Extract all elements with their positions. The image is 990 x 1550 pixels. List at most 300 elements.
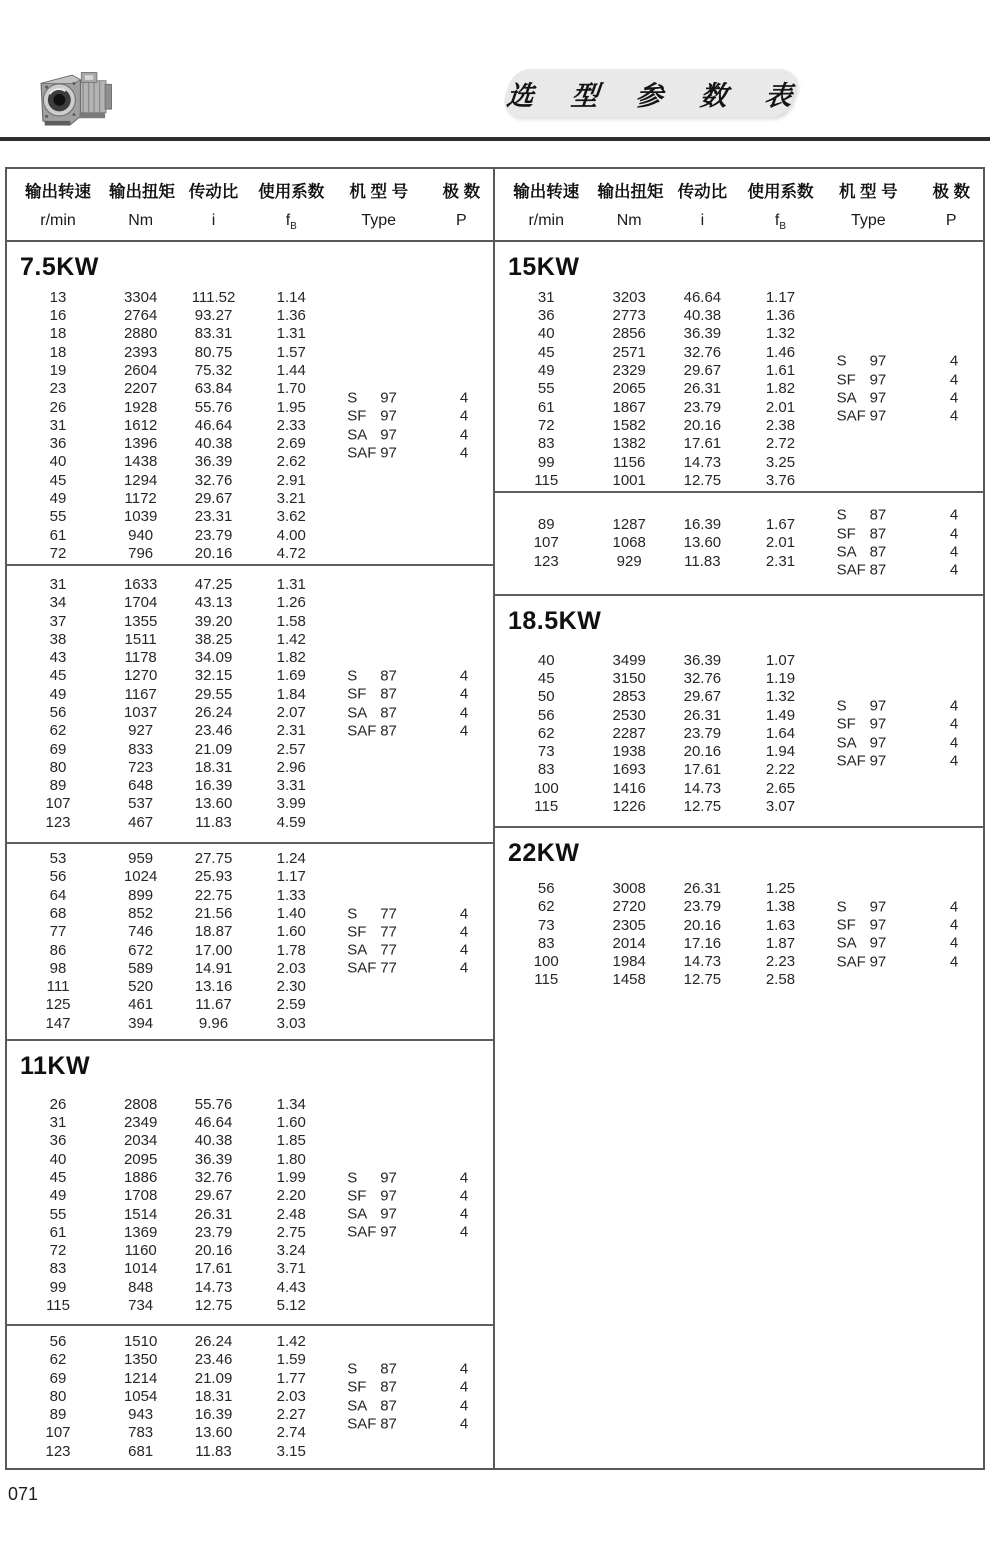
model-type-row — [347, 686, 493, 704]
table-row — [7, 289, 493, 307]
cell-value: 43.13 — [194, 594, 233, 612]
rows-wrap — [7, 576, 493, 832]
cell-value: 1.78 — [276, 941, 306, 959]
cell-value: 37 — [49, 612, 67, 630]
table-row — [7, 978, 493, 996]
table-row — [7, 1015, 493, 1033]
cell-value: 3.21 — [276, 490, 306, 508]
cell-value: 100 — [533, 953, 559, 971]
cell-value: 14.73 — [683, 953, 722, 971]
cell-value: 1693 — [612, 761, 646, 779]
gearmotor-logo-icon — [28, 56, 120, 142]
cell-value: 2.75 — [276, 1223, 306, 1241]
model-size: 97 — [869, 733, 887, 751]
model-type-row — [347, 389, 493, 407]
rows-wrap — [495, 652, 983, 817]
cell-value: 3.71 — [276, 1260, 306, 1278]
cell-value: 62 — [49, 722, 67, 740]
cell-value: 2720 — [612, 898, 646, 916]
table-row — [495, 289, 983, 307]
model-prefix: SA — [347, 1396, 368, 1414]
cell-value: 1294 — [123, 471, 158, 489]
cell-value: 2.38 — [765, 416, 796, 434]
table-row — [7, 613, 493, 631]
cell-value: 20.16 — [194, 544, 233, 562]
cell-value: 73 — [537, 916, 555, 934]
cell-value: 18.87 — [194, 923, 233, 941]
cell-value: 1.49 — [765, 706, 796, 724]
cell-value: 27.75 — [194, 850, 233, 868]
cell-value: 55 — [49, 1205, 67, 1223]
model-type-row — [347, 426, 493, 444]
cell-value: 1.85 — [276, 1132, 306, 1150]
cell-value: 1068 — [612, 534, 646, 552]
model-size: 87 — [380, 1415, 397, 1433]
cell-value: 2.01 — [765, 534, 796, 552]
cell-value: 72 — [49, 544, 67, 562]
cell-value: 899 — [128, 886, 154, 904]
cell-value: 14.73 — [683, 779, 722, 797]
table-row — [7, 795, 493, 813]
col-header-poles: 极 数 — [932, 183, 971, 201]
cell-value: 2329 — [612, 362, 646, 380]
model-prefix: SAF — [836, 752, 866, 770]
cell-value: 1708 — [123, 1187, 158, 1205]
cell-value: 783 — [128, 1424, 154, 1442]
cell-value: 89 — [49, 1406, 67, 1424]
model-type-row — [347, 1169, 493, 1187]
table-row — [495, 670, 983, 688]
cell-value: 2764 — [123, 307, 158, 325]
unit-poles: P — [456, 212, 467, 229]
cell-value: 100 — [533, 779, 559, 797]
rows-wrap — [7, 1333, 493, 1461]
cell-value: 3.31 — [276, 777, 306, 795]
cell-value: 16.39 — [683, 516, 722, 534]
cell-value: 23.79 — [194, 1223, 233, 1241]
cell-value: 40.38 — [683, 307, 722, 325]
cell-value: 36 — [49, 1132, 67, 1150]
cell-value: 18.31 — [194, 1387, 233, 1405]
cell-value: 34 — [49, 594, 67, 612]
cell-value: 2287 — [612, 724, 646, 742]
cell-value: 537 — [128, 795, 154, 813]
cell-value: 23.46 — [194, 1351, 233, 1369]
cell-value: 29.67 — [683, 362, 722, 380]
cell-value: 1.60 — [276, 1114, 306, 1132]
cell-value: 56 — [49, 704, 67, 721]
cell-value: 3.24 — [276, 1242, 306, 1260]
cell-value: 31 — [49, 575, 67, 593]
cell-value: 2065 — [612, 380, 646, 398]
model-type-row — [347, 667, 493, 685]
header-cn-row — [7, 175, 493, 209]
cell-value: 1.24 — [276, 850, 306, 868]
table-row — [7, 996, 493, 1014]
cell-value: 2.31 — [276, 722, 306, 740]
cell-value: 13.60 — [683, 534, 722, 552]
cell-value: 1.44 — [276, 361, 306, 379]
model-prefix: S — [836, 506, 847, 524]
table-row — [7, 777, 493, 795]
power-block-body — [7, 288, 493, 564]
cell-value: 3.99 — [276, 795, 306, 813]
cell-value: 12.75 — [683, 471, 722, 489]
table-row — [495, 798, 983, 816]
cell-value: 26.31 — [683, 706, 722, 724]
cell-value: 64 — [49, 886, 67, 904]
cell-value: 99 — [537, 453, 555, 471]
model-type-row — [347, 1397, 493, 1415]
cell-value: 18.31 — [194, 758, 233, 776]
cell-value: 2.01 — [765, 398, 796, 416]
model-type-row — [837, 752, 983, 770]
col-header-model: 机 型 号 — [838, 183, 898, 201]
cell-value: 29.67 — [194, 490, 233, 508]
cell-value: 36.39 — [194, 453, 233, 471]
cell-value: 83 — [537, 761, 555, 779]
cell-value: 2.65 — [765, 779, 796, 797]
table-row — [7, 850, 493, 868]
unit-factor: $f_B$ — [285, 212, 297, 233]
cell-value: 56 — [49, 868, 67, 886]
model-type-row — [837, 408, 983, 426]
cell-value: 89 — [537, 516, 555, 534]
cell-value: 16.39 — [194, 1406, 233, 1424]
cell-value: 29.55 — [194, 685, 233, 703]
cell-value: 23 — [49, 380, 67, 398]
cell-value: 107 — [45, 795, 71, 813]
cell-value: 115 — [534, 971, 559, 989]
cell-value: 394 — [128, 1014, 154, 1032]
cell-value: 1270 — [123, 667, 158, 685]
cell-value: 25.93 — [194, 868, 233, 886]
model-prefix: SA — [347, 1205, 368, 1223]
model-type-row — [837, 507, 983, 525]
cell-value: 1.31 — [276, 325, 306, 343]
power-section-title: 7.5KW — [20, 253, 99, 281]
power-section-title: 11KW — [20, 1052, 91, 1080]
poles-value: 4 — [459, 444, 469, 462]
cell-value: 83 — [537, 435, 555, 453]
table-row — [7, 1114, 493, 1132]
model-size: 97 — [869, 934, 887, 952]
model-prefix: SAF — [347, 1223, 377, 1241]
model-size: 87 — [869, 506, 887, 524]
cell-value: 927 — [128, 722, 154, 740]
cell-value: 3.62 — [276, 508, 306, 526]
table-row — [7, 307, 493, 325]
cell-value: 1612 — [123, 416, 158, 434]
cell-value: 55.76 — [194, 398, 233, 416]
model-prefix: SF — [347, 1187, 367, 1205]
cell-value: 26.24 — [194, 1332, 233, 1350]
cell-value: 4.43 — [276, 1278, 306, 1296]
cell-value: 62 — [537, 724, 555, 742]
model-size: 77 — [380, 923, 397, 941]
cell-value: 11.83 — [195, 813, 232, 831]
poles-value: 4 — [459, 1396, 469, 1414]
cell-value: 467 — [128, 813, 154, 831]
unit-torque: Nm — [616, 212, 642, 229]
cell-value: 55 — [537, 380, 555, 398]
cell-value: 3499 — [612, 651, 646, 669]
cell-value: 1.82 — [276, 649, 306, 667]
model-prefix: SF — [347, 1378, 367, 1396]
model-type-row — [837, 898, 983, 916]
table-row — [7, 814, 493, 832]
table-row — [495, 780, 983, 798]
cell-value: 21.09 — [194, 1369, 233, 1387]
unit-ratio: i — [700, 212, 705, 229]
poles-value: 4 — [949, 352, 959, 370]
table-row — [7, 631, 493, 649]
cell-value: 2305 — [612, 916, 646, 934]
cell-value: 21.09 — [194, 740, 233, 758]
cell-value: 31 — [49, 416, 67, 434]
model-type-block — [347, 1169, 493, 1242]
cell-value: 2014 — [612, 934, 646, 952]
cell-value: 36 — [49, 435, 67, 453]
cell-value: 461 — [128, 996, 154, 1014]
cell-value: 3150 — [612, 669, 646, 687]
cell-value: 1.17 — [276, 868, 306, 886]
cell-value: 23.79 — [683, 898, 722, 916]
table-row — [7, 1151, 493, 1169]
model-type-row — [837, 371, 983, 389]
cell-value: 40 — [537, 325, 555, 343]
cell-value: 36.39 — [683, 651, 722, 669]
cell-value: 1.64 — [765, 724, 796, 742]
cell-value: 11.83 — [195, 1442, 232, 1460]
header-cn-row — [495, 175, 983, 209]
cell-value: 9.96 — [198, 1014, 229, 1032]
model-prefix: SF — [836, 525, 856, 543]
cell-value: 49 — [537, 362, 555, 380]
table-header — [7, 169, 493, 242]
cell-value: 46.64 — [194, 1114, 233, 1132]
cell-value: 45 — [49, 471, 67, 489]
cell-value: 1156 — [613, 453, 646, 471]
rows-wrap — [7, 289, 493, 563]
cell-value: 1.14 — [276, 288, 306, 306]
cell-value: 1.33 — [276, 886, 306, 904]
right-table-column — [495, 169, 983, 1468]
model-prefix: SAF — [347, 1415, 377, 1433]
left-table-column — [7, 169, 495, 1468]
cell-value: 2.03 — [276, 1387, 306, 1405]
cell-value: 115 — [46, 1296, 70, 1314]
poles-value: 4 — [949, 953, 959, 971]
cell-value: 23.31 — [194, 508, 233, 526]
cell-value: 1458 — [612, 971, 646, 989]
col-header-factor: 使用系数 — [747, 183, 814, 201]
cell-value: 852 — [128, 904, 154, 922]
power-block — [7, 564, 493, 842]
col-header-ratio: 传动比 — [677, 183, 728, 201]
cell-value: 1.77 — [276, 1369, 306, 1387]
poles-value: 4 — [949, 407, 959, 425]
model-type-row — [347, 408, 493, 426]
table-row — [7, 1096, 493, 1114]
table-row — [7, 527, 493, 545]
cell-value: 29.67 — [683, 688, 722, 706]
table-row — [7, 1333, 493, 1351]
cell-value: 12.75 — [194, 1296, 233, 1314]
cell-value: 72 — [49, 1242, 67, 1260]
header-unit-row — [7, 209, 493, 237]
cell-value: 61 — [537, 398, 555, 416]
model-size: 97 — [869, 371, 887, 389]
unit-model: Type — [850, 212, 886, 229]
cell-value: 32.76 — [683, 669, 722, 687]
cell-value: 20.16 — [683, 416, 722, 434]
model-size: 87 — [869, 561, 887, 579]
cell-value: 2.62 — [276, 453, 306, 471]
unit-ratio: i — [211, 212, 216, 229]
poles-value: 4 — [949, 733, 959, 751]
model-type-row — [347, 1187, 493, 1205]
cell-value: 45 — [49, 667, 67, 685]
model-prefix: SF — [836, 371, 856, 389]
cell-value: 17.61 — [683, 435, 722, 453]
cell-value: 62 — [537, 898, 555, 916]
model-prefix: SA — [836, 389, 857, 407]
cell-value: 63.84 — [194, 380, 233, 398]
cell-value: 45 — [537, 669, 555, 687]
model-type-row — [347, 1206, 493, 1224]
cell-value: 56 — [49, 1332, 67, 1350]
cell-value: 589 — [128, 959, 154, 977]
model-type-row — [837, 543, 983, 561]
cell-value: 3.07 — [765, 798, 796, 816]
model-size: 97 — [869, 953, 887, 971]
table-row — [495, 435, 983, 453]
unit-factor: $f_B$ — [774, 212, 787, 233]
model-size: 87 — [380, 1360, 397, 1378]
cell-value: 1.19 — [765, 669, 796, 687]
model-type-block — [837, 353, 983, 426]
cell-value: 796 — [128, 544, 154, 562]
cell-value: 46.64 — [194, 416, 233, 434]
cell-value: 16.39 — [194, 777, 233, 795]
cell-value: 2207 — [123, 380, 158, 398]
table-row — [495, 880, 983, 898]
cell-value: 1001 — [612, 471, 646, 489]
cell-value: 2.57 — [276, 740, 306, 758]
cell-value: 1.67 — [765, 516, 796, 534]
cell-value: 1416 — [612, 779, 646, 797]
rows-wrap — [495, 880, 983, 990]
cell-value: 1.70 — [276, 380, 306, 398]
cell-value: 1867 — [612, 398, 646, 416]
col-header-model: 机 型 号 — [349, 183, 409, 201]
cell-value: 2349 — [123, 1114, 158, 1132]
cell-value: 40 — [49, 1150, 67, 1168]
poles-value: 4 — [459, 1378, 469, 1396]
cell-value: 19 — [49, 361, 67, 379]
rows-wrap — [7, 1096, 493, 1316]
power-block-body — [495, 493, 983, 594]
cell-value: 1582 — [612, 416, 646, 434]
model-size: 87 — [380, 704, 397, 721]
cell-value: 2604 — [123, 361, 158, 379]
model-size: 97 — [869, 898, 887, 916]
cell-value: 83.31 — [194, 325, 233, 343]
model-type-row — [837, 734, 983, 752]
model-prefix: S — [347, 667, 358, 685]
poles-value: 4 — [949, 525, 959, 543]
model-prefix: S — [347, 389, 358, 407]
cell-value: 49 — [49, 1187, 67, 1205]
left-column-body — [7, 242, 493, 1468]
page-title: 选 型 参 数 表 — [505, 80, 809, 111]
table-row — [495, 454, 983, 472]
cell-value: 1.25 — [765, 880, 796, 897]
cell-value: 1.95 — [276, 398, 306, 416]
cell-value: 23.79 — [683, 724, 722, 742]
table-row — [7, 1132, 493, 1150]
model-size: 97 — [869, 697, 887, 715]
cell-value: 40.38 — [194, 435, 233, 453]
cell-value: 45 — [49, 1168, 67, 1186]
cell-value: 22.75 — [194, 886, 233, 904]
poles-value: 4 — [459, 904, 469, 922]
cell-value: 36.39 — [194, 1150, 233, 1168]
cell-value: 1.69 — [276, 667, 306, 685]
cell-value: 672 — [128, 941, 154, 959]
cell-value: 18 — [49, 343, 67, 361]
model-prefix: SF — [836, 916, 856, 934]
power-block — [7, 842, 493, 1039]
model-prefix: SA — [836, 733, 857, 751]
cell-value: 2808 — [123, 1095, 158, 1113]
table-row — [7, 490, 493, 508]
power-block-body — [495, 874, 983, 1468]
cell-value: 959 — [128, 850, 154, 868]
rows-wrap — [495, 289, 983, 490]
cell-value: 2.31 — [765, 552, 796, 570]
model-size: 97 — [380, 1205, 397, 1223]
table-row — [7, 1260, 493, 1278]
model-prefix: SA — [347, 941, 368, 959]
model-size: 87 — [380, 685, 397, 703]
cell-value: 1.42 — [276, 630, 306, 648]
cell-value: 1.32 — [765, 325, 796, 343]
cell-value: 1.38 — [765, 898, 796, 916]
cell-value: 3304 — [123, 288, 158, 306]
table-row — [7, 1297, 493, 1315]
cell-value: 13.16 — [194, 978, 233, 996]
cell-value: 111.52 — [191, 288, 236, 306]
cell-value: 2773 — [612, 307, 646, 325]
cell-value: 2.59 — [276, 996, 306, 1014]
cell-value: 2.30 — [276, 978, 306, 996]
poles-value: 4 — [459, 1360, 469, 1378]
header-unit-row — [495, 209, 983, 237]
rows-wrap — [7, 850, 493, 1033]
table-row — [7, 1443, 493, 1461]
poles-value: 4 — [949, 934, 959, 952]
poles-value: 4 — [949, 371, 959, 389]
cell-value: 56 — [537, 706, 555, 724]
model-size: 97 — [869, 407, 887, 425]
cell-value: 2.91 — [276, 471, 306, 489]
poles-value: 4 — [459, 1223, 469, 1241]
cell-value: 1024 — [123, 868, 158, 886]
table-row — [7, 508, 493, 526]
power-section-title: 22KW — [508, 839, 580, 867]
